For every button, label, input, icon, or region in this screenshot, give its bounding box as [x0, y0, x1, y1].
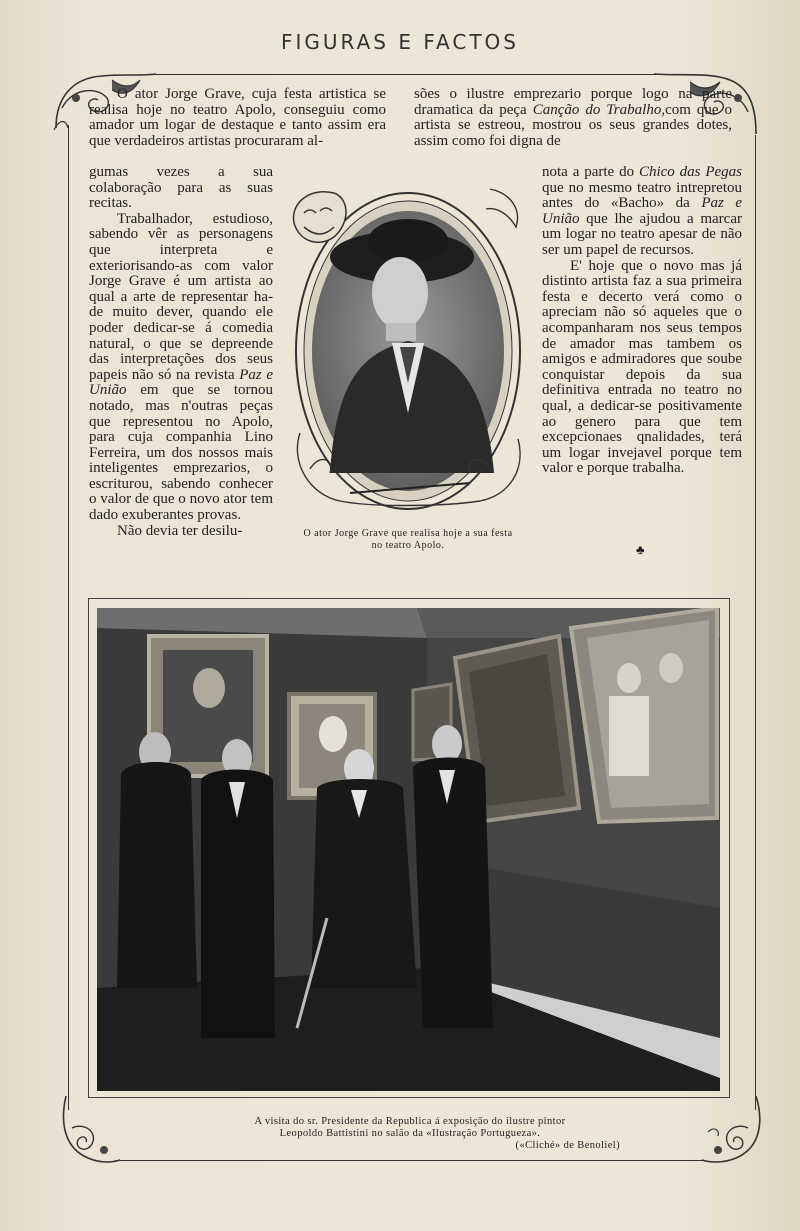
article-italic-title: Paz e União: [542, 195, 742, 227]
corner-ornament-bottom-left: [58, 1092, 122, 1168]
photo-caption-line-2: Leopoldo Battistini no salão da «Ilustração Portugueza».: [279, 1128, 541, 1139]
article-text: que lhe ajudou a marcar um logar no teatro apesar de não ser um papel de recursos.: [542, 210, 742, 258]
article-left-narrow: [89, 165, 273, 539]
article-text: com que o artista se estreou, mostrou os seus grandes dotes, assim como foi digna de: [414, 101, 733, 149]
page-header-title: FIGURAS E FACTOS: [281, 30, 519, 54]
article-right-top: [414, 87, 732, 149]
exhibition-photograph: [97, 608, 720, 1091]
article-text: que no mesmo teatro intrepretou antes do «Bacho» da: [542, 179, 742, 212]
frame-top-rule: [150, 74, 658, 75]
frame-bottom-rule: [115, 1160, 705, 1161]
article-paragraph-4: [414, 87, 732, 149]
corner-ornament-bottom-right: [698, 1092, 768, 1168]
article-italic-title: Chico das Pegas: [638, 164, 742, 180]
article-text: nota a parte do: [542, 164, 639, 180]
article-text: em que se tornou notado, mas n'outras peças que representou no Apolo, para cuja companhia Lino Ferreira, um dos nossos mais inteligentes emprezarios, o escriturou, sabendo conhecer o valor de que o novo ator tem dado exuberantes provas.: [89, 382, 273, 524]
article-text: sões o ilustre emprezario porque logo na parte dramatica da peça: [414, 86, 732, 118]
club-ornament-icon: ♣: [636, 542, 645, 557]
frame-left-rule: [68, 125, 69, 1110]
article-paragraph-1-end: gumas vezes a sua colaboração para as suas recitas.: [89, 164, 273, 212]
frame-right-rule: [755, 135, 756, 1110]
article-paragraph-3: Não devia ter desilu-: [117, 522, 243, 539]
photo-caption: [180, 1116, 640, 1152]
article-left-top: [89, 87, 386, 149]
article-paragraph-2: [89, 212, 273, 524]
article-paragraph-1: O ator Jorge Grave, cuja festa artistica se realisa hoje no teatro Apolo, conseguiu como amador um logar de destaque e tanto assim era que verdadeiros artistas procuraram al-: [89, 86, 386, 149]
article-text: Trabalhador, estudioso, sabendo vêr as personagens que interpreta e exteriorisando-as com valor Jorge Grave é um artista ao qual a arte de representar ha-de muito dever, quando ele poder dedicar-se á comedia natural, o que se depreende das interpretações dos seus papeis não só na revista: [89, 210, 273, 383]
portrait-oval-frame: [290, 183, 526, 513]
photo-credit: («Cliché» de Benoliel): [515, 1140, 620, 1151]
portrait-caption: O ator Jorge Grave que realisa hoje a sua festa no teatro Apolo.: [303, 528, 513, 551]
article-right-narrow: [542, 165, 742, 477]
article-italic-title: Canção do Trabalho,: [532, 101, 666, 118]
article-italic-title: Paz e União: [89, 366, 273, 399]
photo-caption-line-1: A visita do sr. Presidente da Republica á exposição do ilustre pintor: [254, 1116, 566, 1127]
article-paragraph-4-end: [542, 165, 742, 259]
article-paragraph-5: E' hoje que o novo mas já distinto artista faz a sua primeira festa e decerto verá como o apreciam não só aqueles que o acompanharam nos seus tempos de amador mas tambem os amigos e admiradores que soube conquistar depois da sua definitiva entrada no teatro no qual, a dedicar-se positivamente ao genero para que tem excepcionaes qnalidades, terá um logar invejavel porque tem valor e porque trabalha.: [542, 257, 742, 477]
